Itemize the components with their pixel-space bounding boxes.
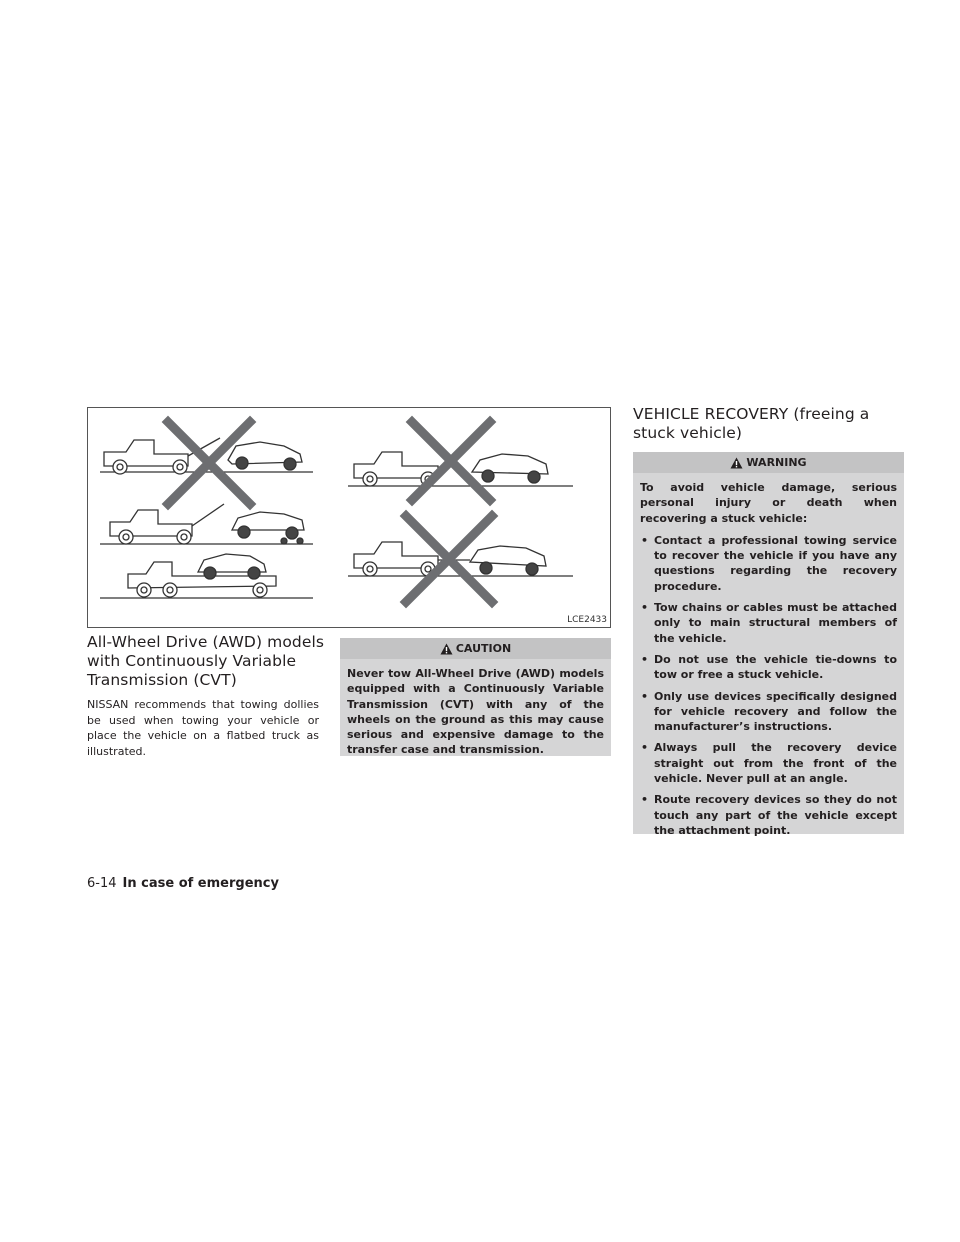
warning-header: [633, 452, 904, 473]
figure-code: LCE2433: [567, 615, 607, 625]
page-footer: [87, 876, 279, 891]
warning-item: • Do not use the vehicle tie-downs to tow or free a stuck vehicle.: [640, 652, 897, 683]
warning-triangle-icon: [440, 643, 453, 655]
page-number: 6-14: [87, 876, 117, 891]
tow-truck-with-dolly: [100, 504, 313, 544]
recovery-heading: VEHICLE RECOVERY (freeing a stuck vehicle): [633, 405, 870, 442]
warning-list: [640, 533, 897, 838]
warning-item: • Tow chains or cables must be attached only to main structural members of the vehicle.: [640, 600, 897, 646]
caution-body: [340, 659, 611, 772]
awd-body-text: NISSAN recommends that towing dollies be used when towing your vehicle or place the vehicle on a flatbed truck as illustrated.: [87, 698, 319, 758]
caution-title: CAUTION: [455, 642, 512, 655]
warning-item: • Route recovery devices so they do not touch any part of the vehicle except the attachment point.: [640, 792, 897, 838]
warning-body: [633, 473, 904, 851]
warning-item: • Always pull the recovery device straight out from the front of the vehicle. Never pull at an angle.: [640, 740, 897, 786]
towing-illustration: [87, 407, 611, 628]
warning-item: • Contact a professional towing service to recover the vehicle if you have any questions regarding the recovery procedure.: [640, 533, 897, 594]
warning-item: • Only use devices specifically designed for vehicle recovery and follow the manufacturer’s instructions.: [640, 689, 897, 735]
section-title: In case of emergency: [122, 876, 279, 891]
caution-box: [340, 638, 611, 756]
warning-title: WARNING: [746, 456, 807, 469]
caution-header: [340, 638, 611, 659]
warning-triangle-icon: [730, 457, 743, 469]
warning-box: [633, 452, 904, 837]
awd-heading: All-Wheel Drive (AWD) models with Continuously Variable Transmission (CVT): [87, 633, 325, 689]
warning-intro: To avoid vehicle damage, serious personal injury or death when recovering a stuck vehicle:: [640, 481, 897, 525]
caution-text: Never tow All-Wheel Drive (AWD) models equipped with a Continuously Variable Transmission (CVT) with any of the wheels on the ground as this may cause serious and expensive damage to the transfer case and transmission.: [347, 667, 604, 757]
flatbed-truck: [100, 554, 313, 598]
towing-diagram: [88, 408, 610, 627]
prohibited-x-marks: [168, 422, 492, 602]
